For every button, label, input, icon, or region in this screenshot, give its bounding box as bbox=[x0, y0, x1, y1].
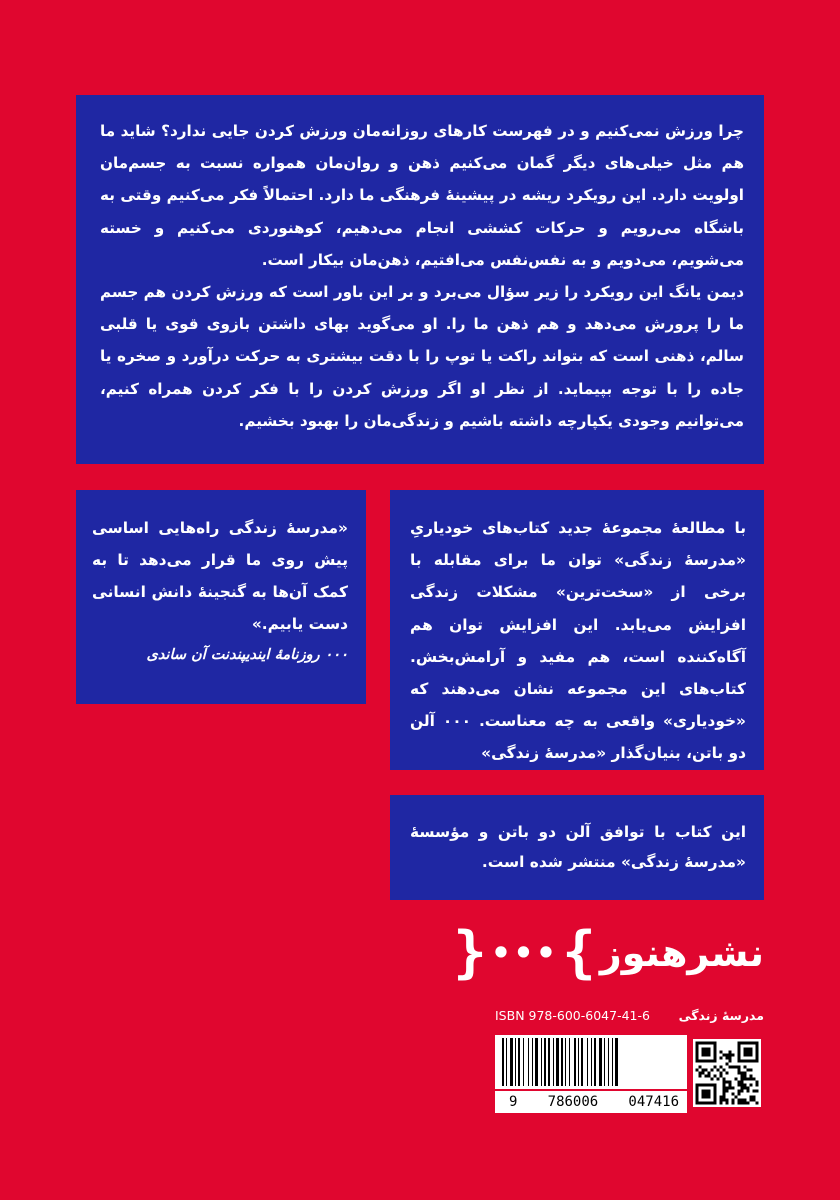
logo-close-brace: } bbox=[562, 920, 596, 985]
qr-code-icon bbox=[693, 1039, 761, 1107]
barcode-digits-group-2: 047416 bbox=[628, 1094, 679, 1110]
isbn-line bbox=[495, 1005, 764, 1025]
barcode-digits-group-1: 786006 bbox=[547, 1094, 599, 1110]
review-quote-box bbox=[76, 490, 366, 704]
series-label: مدرسهٔ زندگی bbox=[678, 1007, 764, 1023]
review-quote-source: ۰۰۰ روزنامهٔ ایندیپندنت آن ساندی bbox=[146, 647, 348, 663]
barcode-digit-lead: 9 bbox=[509, 1094, 518, 1110]
description-paragraph-1: چرا ورزش نمی‌کنیم و در فهرست کارهای روزانه‌مان ورزش کردن جایی ندارد؟ شاید ما هم مثل خیلی‌های دیگر گمان می‌کنیم ذهن و روان‌مان همواره نسبت به جسم‌مان اولویت دارد. این رویکرد ریشه در پیشینهٔ فرهنگی ما دارد. احتمالاً فکر می‌کنیم وقتی به باشگاه می‌رویم و حرکات کششی انجام می‌دهیم، کوهنوردی می‌کنیم و خسته می‌شویم، می‌دویم و به نفس‌نفس می‌افتیم، ذهن‌مان بیکار است. bbox=[100, 122, 744, 269]
description-box bbox=[76, 95, 764, 464]
review-quote-text: «مدرسهٔ زندگی راه‌هایی اساسی پیش روی ما قرار می‌دهد تا به کمک آن‌ها به گنجینهٔ دانش انسانی دست یابیم.» bbox=[92, 519, 348, 633]
series-description-text: با مطالعهٔ مجموعهٔ جدید کتاب‌های خودیاریِ «مدرسهٔ زندگی» توان ما برای مقابله با برخی از «سخت‌ترین» مشکلات زندگی افزایش می‌یابد. این افزایش توان هم آگاه‌کننده است، هم مفید و آرامش‌بخش. کتاب‌های این مجموعه نشان می‌دهند که «خودیاری» واقعی به چه معناست. ۰۰۰ آلن دو باتن، بنیان‌گذار «مدرسهٔ زندگی» bbox=[410, 519, 747, 763]
logo-dots: ••• bbox=[490, 934, 559, 972]
publisher-name: نشرهنوز bbox=[599, 931, 764, 975]
barcode-icon bbox=[495, 1035, 687, 1089]
publisher-logo bbox=[453, 920, 764, 985]
series-description-box bbox=[390, 490, 764, 770]
barcode-digits bbox=[495, 1091, 687, 1113]
description-paragraph-2: دیمن یانگ این رویکرد را زیر سؤال می‌برد و بر این باور است که ورزش کردن هم جسم ما را پرورش می‌دهد و هم ذهن ما را. او می‌گوید بهای داشتن بازوی قوی یا قلبی سالم، ذهنی است که بتواند راکت یا توپ را با دقت بیشتری به حرکت درآورد و صخره یا جاده را با توجه بپیماید. از نظر او اگر ورزش کردن را با فکر کردن همراه کنیم، می‌توانیم وجودی یکپارچه داشته باشیم و زندگی‌مان را بهبود بخشیم. bbox=[100, 283, 744, 430]
publication-note-box bbox=[390, 795, 764, 900]
publication-note-text: این کتاب با توافق آلن دو باتن و مؤسسهٔ «مدرسهٔ زندگی» منتشر شده است. bbox=[410, 823, 746, 871]
logo-open-brace: { bbox=[453, 920, 487, 985]
barcode-area bbox=[495, 1035, 764, 1113]
isbn-number: ISBN 978-600-6047-41-6 bbox=[495, 1007, 650, 1023]
